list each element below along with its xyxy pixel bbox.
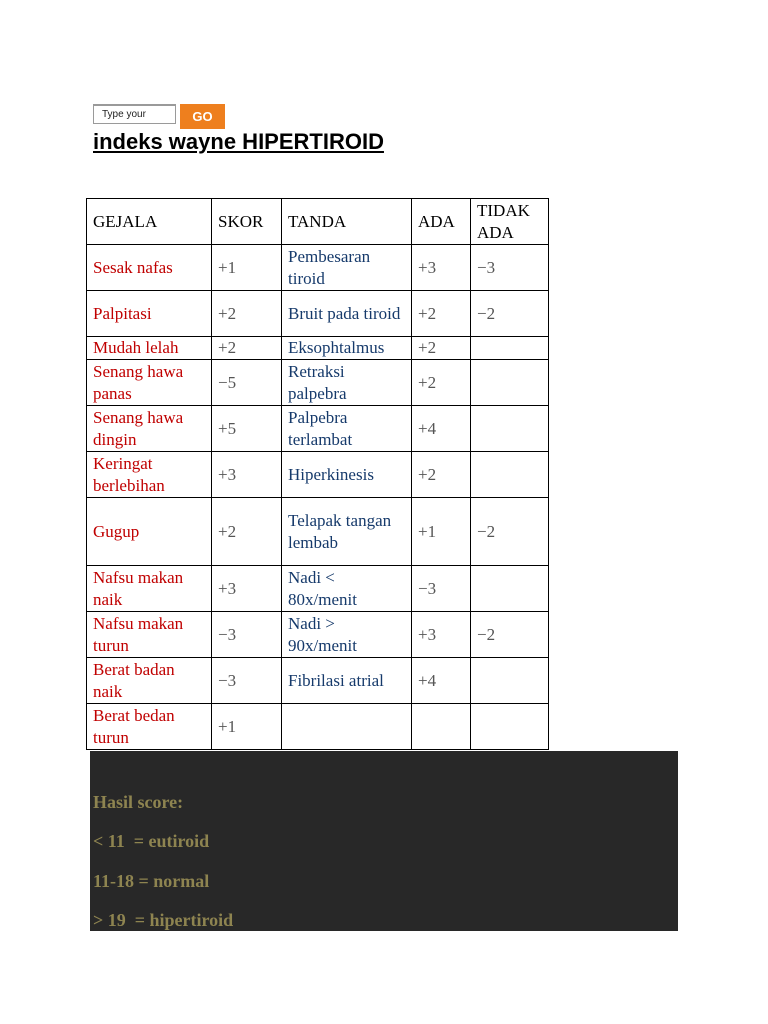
ada-cell [412, 704, 471, 750]
tidak-ada-cell [471, 406, 549, 452]
skor-cell: +2 [212, 291, 282, 337]
search-input[interactable] [93, 104, 176, 124]
header-tanda: TANDA [282, 199, 412, 245]
tanda-cell [282, 704, 412, 750]
ada-cell: +3 [412, 245, 471, 291]
header-skor: SKOR [212, 199, 282, 245]
ada-cell: +3 [412, 612, 471, 658]
gejala-cell: Senang hawa dingin [87, 406, 212, 452]
table-row [87, 245, 549, 291]
tidak-ada-cell: −2 [471, 612, 549, 658]
tanda-cell: Retraksi palpebra [282, 360, 412, 406]
skor-cell: −3 [212, 612, 282, 658]
table-row [87, 658, 549, 704]
header-tidak-ada: TIDAK ADA [471, 199, 549, 245]
tanda-cell: Telapak tangan lembab [282, 498, 412, 566]
ada-cell: +4 [412, 406, 471, 452]
tanda-cell: Fibrilasi atrial [282, 658, 412, 704]
result-line: 11-18 = normal [93, 871, 210, 891]
tanda-cell: Hiperkinesis [282, 452, 412, 498]
skor-cell: +3 [212, 566, 282, 612]
ada-cell: +4 [412, 658, 471, 704]
gejala-cell: Berat bedan turun [87, 704, 212, 750]
gejala-cell: Keringat berlebihan [87, 452, 212, 498]
header-ada: ADA [412, 199, 471, 245]
page-title: indeks wayne HIPERTIROID [93, 129, 384, 154]
gejala-cell: Berat badan naik [87, 658, 212, 704]
gejala-cell: Sesak nafas [87, 245, 212, 291]
table-row [87, 498, 549, 566]
skor-cell: +2 [212, 337, 282, 360]
skor-cell: +2 [212, 498, 282, 566]
ada-cell: +2 [412, 291, 471, 337]
skor-cell: +1 [212, 245, 282, 291]
ada-cell: +2 [412, 337, 471, 360]
ada-cell: +1 [412, 498, 471, 566]
gejala-cell: Mudah lelah [87, 337, 212, 360]
tidak-ada-cell: −3 [471, 245, 549, 291]
gejala-cell: Gugup [87, 498, 212, 566]
table-row [87, 612, 549, 658]
table-row [87, 452, 549, 498]
result-panel [90, 751, 678, 931]
search-form [93, 104, 225, 129]
result-line: < 11 = eutiroid [93, 831, 210, 851]
tidak-ada-cell: −2 [471, 291, 549, 337]
skor-cell: +3 [212, 452, 282, 498]
go-button[interactable]: GO [180, 104, 225, 129]
tidak-ada-cell [471, 566, 549, 612]
ada-cell: −3 [412, 566, 471, 612]
table-row [87, 337, 549, 360]
tanda-cell: Nadi < 80x/menit [282, 566, 412, 612]
header-gejala: GEJALA [87, 199, 212, 245]
result-heading: Hasil score: [93, 792, 184, 812]
gejala-cell: Palpitasi [87, 291, 212, 337]
tanda-cell: Nadi > 90x/menit [282, 612, 412, 658]
table-row [87, 406, 549, 452]
tidak-ada-cell [471, 658, 549, 704]
skor-cell: −3 [212, 658, 282, 704]
tidak-ada-cell [471, 704, 549, 750]
table-row [87, 566, 549, 612]
tanda-cell: Eksophtalmus [282, 337, 412, 360]
table-row [87, 291, 549, 337]
result-line: > 19 = hipertiroid [93, 910, 234, 930]
ada-cell: +2 [412, 360, 471, 406]
table-row [87, 704, 549, 750]
tidak-ada-cell [471, 452, 549, 498]
ada-cell: +2 [412, 452, 471, 498]
gejala-cell: Nafsu makan naik [87, 566, 212, 612]
gejala-cell: Nafsu makan turun [87, 612, 212, 658]
tanda-cell: Bruit pada tiroid [282, 291, 412, 337]
gejala-cell: Senang hawa panas [87, 360, 212, 406]
tanda-cell: Palpebra terlambat [282, 406, 412, 452]
table-row [87, 360, 549, 406]
tidak-ada-cell: −2 [471, 498, 549, 566]
skor-cell: +1 [212, 704, 282, 750]
skor-cell: +5 [212, 406, 282, 452]
wayne-index-table [86, 198, 549, 750]
tanda-cell: Pembesaran tiroid [282, 245, 412, 291]
skor-cell: −5 [212, 360, 282, 406]
tidak-ada-cell [471, 337, 549, 360]
table-header-row [87, 199, 549, 245]
tidak-ada-cell [471, 360, 549, 406]
